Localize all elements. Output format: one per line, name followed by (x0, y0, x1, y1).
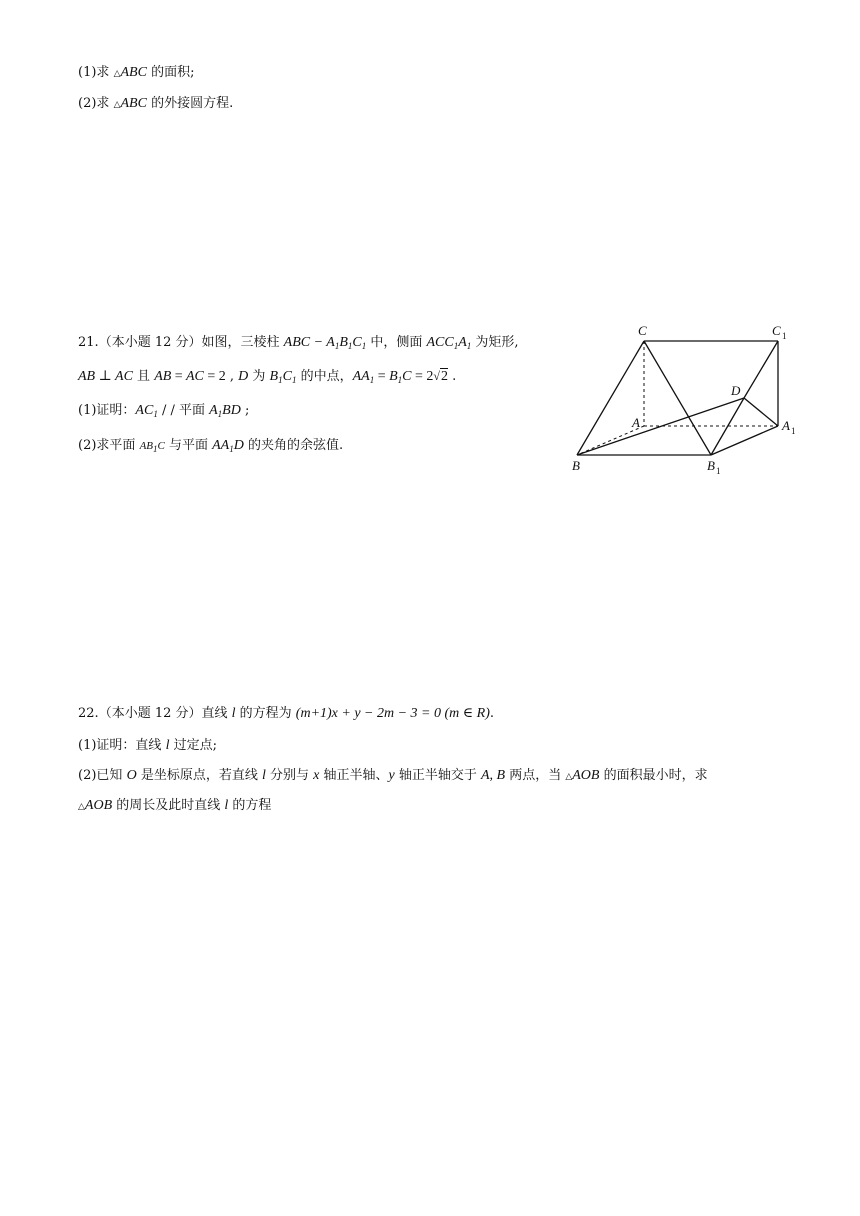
q21-stem-line1 (78, 333, 519, 356)
q20-part1-prefix: (1)求 (78, 65, 114, 80)
q22-p2-a: (2)已知 (78, 768, 127, 783)
line-l: l (231, 706, 236, 721)
q22-number: 22. (78, 706, 99, 721)
q21-and: 且 (132, 369, 155, 384)
triangle-abc: △ABC (113, 65, 147, 80)
segment-b1c1: $B_1C_1$ (269, 369, 297, 385)
q21-stem-line2: AB ⊥ AC 且 AB = AC = 2 , D 为 $B_1C_1$ 的中点，$AA_1 = B_1C = 2√2$ . (78, 369, 457, 385)
q22-part1-prefix: (1)证明：直线 (78, 738, 166, 753)
q22-score: （本小题 12 分） (98, 706, 202, 721)
plane-aa1d: $AA_1D$ (212, 438, 244, 454)
label-b1: B (707, 458, 715, 473)
label-c: C (638, 323, 647, 338)
q22-part2-line1 (78, 766, 708, 786)
plane-ab1c: $AB_1C$ (139, 440, 165, 454)
q21-score: （本小题 12 分） (98, 335, 202, 350)
q22-part2-line2 (78, 796, 271, 816)
q20-part2 (78, 94, 233, 114)
q22-p2-c: 分别与 (265, 768, 314, 783)
q22-stem (78, 704, 494, 724)
hidden-edge-a-b (577, 426, 644, 455)
triangle-abc: △ABC (113, 96, 147, 111)
edge-c-b (577, 341, 644, 455)
q22-p3-b: 的方程 (228, 798, 272, 813)
label-b: B (572, 458, 580, 473)
edge-d-a1 (744, 398, 778, 426)
line-ac1: $AC_1$ (135, 403, 158, 419)
q22-p3-a: 的周长及此时直线 (112, 798, 225, 813)
q22-part1 (78, 736, 217, 756)
q21-mid1: 中，侧面 (366, 335, 427, 350)
q20-part2-prefix: (2)求 (78, 96, 114, 111)
label-c1: C (772, 323, 781, 338)
axis-y: y (388, 768, 395, 783)
q22-p2-g: 的面积最小时，求 (599, 768, 708, 783)
prism-name: ABC − $A_1B_1C_1$ (283, 335, 367, 351)
perp-condition: AB ⊥ AC (78, 369, 133, 384)
q20-part1 (78, 63, 194, 83)
q22-p2-f: 两点，当 (505, 768, 566, 783)
q22-p2-b: 是坐标原点，若直线 (136, 768, 262, 783)
label-d: D (731, 383, 741, 398)
edge-c-b1 (644, 341, 711, 455)
label-c1-sub: 1 (782, 331, 787, 341)
point-d: D (238, 369, 249, 384)
q22-p2-e: 轴正半轴交于 (394, 768, 481, 783)
line-equation: (m+1)x + y − 2m − 3 = 0 (m ∈ R) (295, 706, 490, 721)
edge-b1-a1 (711, 426, 778, 455)
q21-part1-end: ; (240, 403, 250, 418)
label-b1-sub: 1 (716, 466, 721, 476)
q22-intro-end: . (489, 706, 494, 721)
triangle-aob: △AOB (78, 798, 113, 813)
q22-part1-suffix: 过定点; (169, 738, 217, 753)
edge-d-b1 (711, 398, 744, 455)
q22-intro2: 的方程为 (235, 706, 296, 721)
prism-figure (568, 322, 830, 480)
points-ab: A, B (480, 768, 506, 783)
line-l: l (261, 768, 266, 783)
q20-part1-suffix: 的面积; (146, 65, 195, 80)
q20-part2-suffix: 的外接圆方程. (146, 96, 234, 111)
q21-intro: 如图，三棱柱 (201, 335, 284, 350)
q21-part2 (78, 436, 343, 459)
label-a1-sub: 1 (791, 426, 796, 436)
label-a1: A (782, 418, 790, 433)
face-acc1a1: $ACC_1A_1$ (426, 335, 472, 351)
triangle-aob: △AOB (565, 768, 600, 783)
q21-part2-prefix: (2)求平面 (78, 438, 140, 453)
length-condition: AB = AC = 2 (154, 369, 226, 384)
q21-part1 (78, 401, 249, 424)
q21-part1-prefix: (1)证明： (78, 403, 136, 418)
line-l: l (165, 738, 170, 753)
q21-part2-mid: 与平面 (164, 438, 213, 453)
q21-number: 21. (78, 335, 99, 350)
aa1-condition: $AA_1 = B_1C = 2√2$ (352, 369, 449, 385)
origin-o: O (126, 768, 137, 783)
edge-d-c1 (744, 341, 778, 398)
plane-a1bd: $A_1BD$ (209, 403, 241, 419)
q22-p2-d: 轴正半轴、 (319, 768, 389, 783)
q21-midpoint: 的中点， (296, 369, 353, 384)
q21-parallel: / / 平面 (157, 403, 210, 418)
q21-d-is: 为 (248, 369, 270, 384)
axis-x: x (313, 768, 320, 783)
q21-part2-suffix: 的夹角的余弦值. (243, 438, 344, 453)
q22-intro: 直线 (201, 706, 232, 721)
q21-mid2: 为矩形, (471, 335, 519, 350)
label-a: A (632, 415, 640, 430)
line-l: l (224, 798, 229, 813)
